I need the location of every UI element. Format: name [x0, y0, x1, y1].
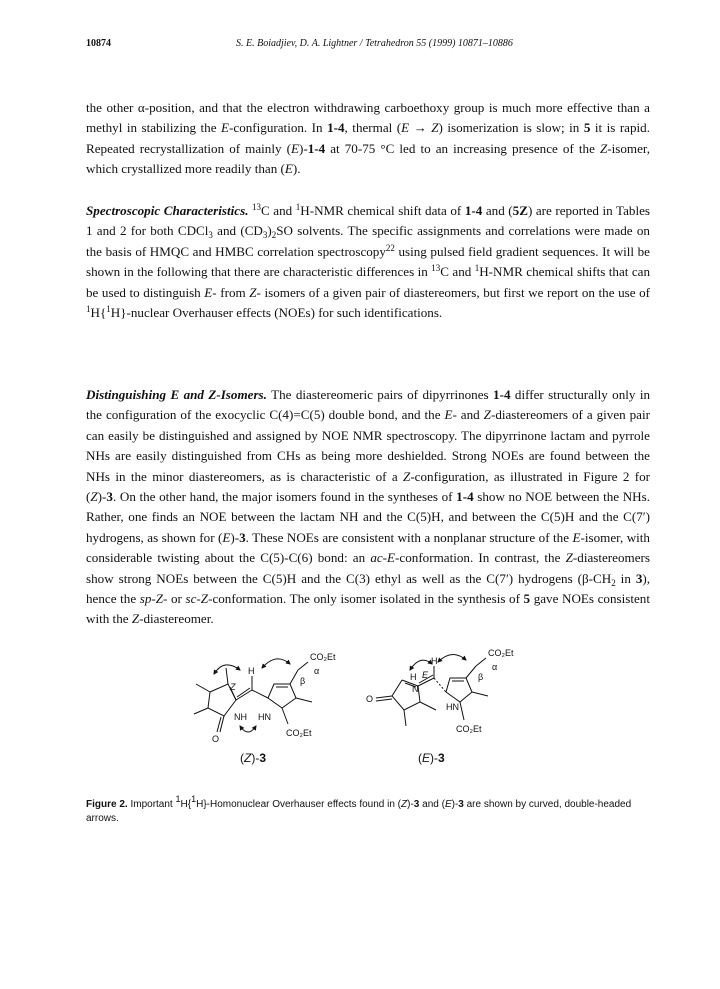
z-co2et-top: CO₂Et — [310, 652, 336, 662]
paragraph-isomerization: the other α-position, and that the electron withdrawing carboethoxy group is much more effective than a methyl in stabilizing the E-configuration. In 1-4, thermal (E → Z) isomerization is slow; in 5 it is rapid. Repeated recrystallization of mainly (E)-1-4 at 70-75 °C led to an increasing presence of the Z-isomer, which crystallized more readily than (E). — [86, 100, 651, 177]
z-co2et-bottom: CO₂Et — [286, 728, 312, 738]
z-nh: NH — [234, 712, 247, 722]
running-header — [86, 38, 634, 54]
e-compound-label: (E)-3 — [418, 751, 445, 765]
e-co2et-top: CO₂Et — [488, 648, 514, 658]
noe-arrow-z-3 — [240, 726, 256, 732]
e-isomer-structure — [376, 658, 488, 726]
figure-caption: Figure 2. Important $^1$H{$^1$H}-Homonuclear Overhauser effects found in (Z)-3 and (E)-3 are shown by curved, double-headed arrows. — [86, 794, 632, 824]
e-h-top: H — [431, 656, 438, 666]
running-head: S. E. Boiadjiev, D. A. Lightner / Tetrahedron 55 (1999) 10871–10886 — [236, 38, 513, 49]
e-co2et-bottom: CO₂Et — [456, 724, 482, 734]
e-n: N — [412, 684, 419, 694]
z-beta: β — [300, 676, 306, 686]
section-heading-distinguishing: Distinguishing E and Z-Isomers. — [86, 387, 267, 402]
section-heading-spectroscopic: Spectroscopic Characteristics. — [86, 203, 249, 218]
noe-arrow-e-1 — [410, 660, 432, 670]
e-hn: HN — [446, 702, 459, 712]
e-label: E — [422, 670, 429, 680]
e-h-left: H — [410, 672, 417, 682]
noe-arrow-e-2 — [438, 654, 466, 662]
z-alpha: α — [314, 666, 320, 676]
z-hn: HN — [258, 712, 271, 722]
z-label: Z — [230, 682, 236, 692]
e-beta: β — [478, 672, 484, 682]
paragraph-spectroscopic: Spectroscopic Characteristics. $^{13}$C and $^1$H-NMR chemical shift data of 1-4 and (5Z) are reported in Tables 1 and 2 for both CDCl$_3$ and $(CD_3)_2SO$ solvents. The specific assignments and correlations were made on the basis of HMQC and HMBC correlation spectroscopy$^{22}$ using pulsed field gradient sequences. It will be shown in the following that there are characteristic differences in $^{13}$C and $^1$H-NMR chemical shifts that can be used to distinguish E- from Z- isomers of a given pair of diastereomers, but first we report on the use of $^1$H{$^1$H}-nuclear Overhauser effects (NOEs) for such identifications. — [86, 202, 650, 321]
paragraph-distinguishing: Distinguishing E and Z-Isomers. The diastereomeric pairs of dipyrrinones 1-4 differ structurally only in the configuration of the exocyclic C(4)=C(5) double bond, and the E- and Z-diastereomers of a given pair can easily be distinguished and assigned by NOE NMR spectroscopy. The dipyrrinone lactam and pyrrole NHs are easily distinguished from CHs as being more deshielded. Strong NOEs are found between the NHs in the minor diastereomers, as is characteristic of a Z-configuration, as illustrated in Figure 2 for (Z)-3. On the other hand, the major isomers found in the syntheses of 1-4 show no NOE between the NHs. Rather, one finds an NOE between the lactam NH and the C(5)H, and between the C(5)H and the C(7′) hydrogens, as shown for (E)-3. These NOEs are consistent with a nonplanar structure of the E-isomer, with considerable twisting about the C(5)-C(6) bond: an ac-E-conformation. In contrast, the Z-diastereomers show strong NOEs between the C(5)H and the C(3) ethyl as well as the C(7′) hydrogens ($\beta-CH_2$ in 3), hence the sp-Z- or sc-Z-conformation. The only isomer isolated in the synthesis of 5 gave NOEs consistent with the Z-diastereomer. — [86, 387, 651, 627]
z-o: O — [212, 734, 220, 744]
noe-arrow-z-2 — [262, 659, 290, 668]
figure-2 — [190, 640, 550, 780]
z-compound-label: (Z)-3 — [240, 751, 267, 765]
caption-label: Figure 2. — [86, 799, 128, 810]
e-o: O — [366, 694, 374, 704]
e-alpha: α — [492, 662, 498, 672]
page-number: 10874 — [86, 38, 111, 49]
noe-structures-diagram — [190, 640, 550, 780]
z-h: H — [248, 666, 255, 676]
